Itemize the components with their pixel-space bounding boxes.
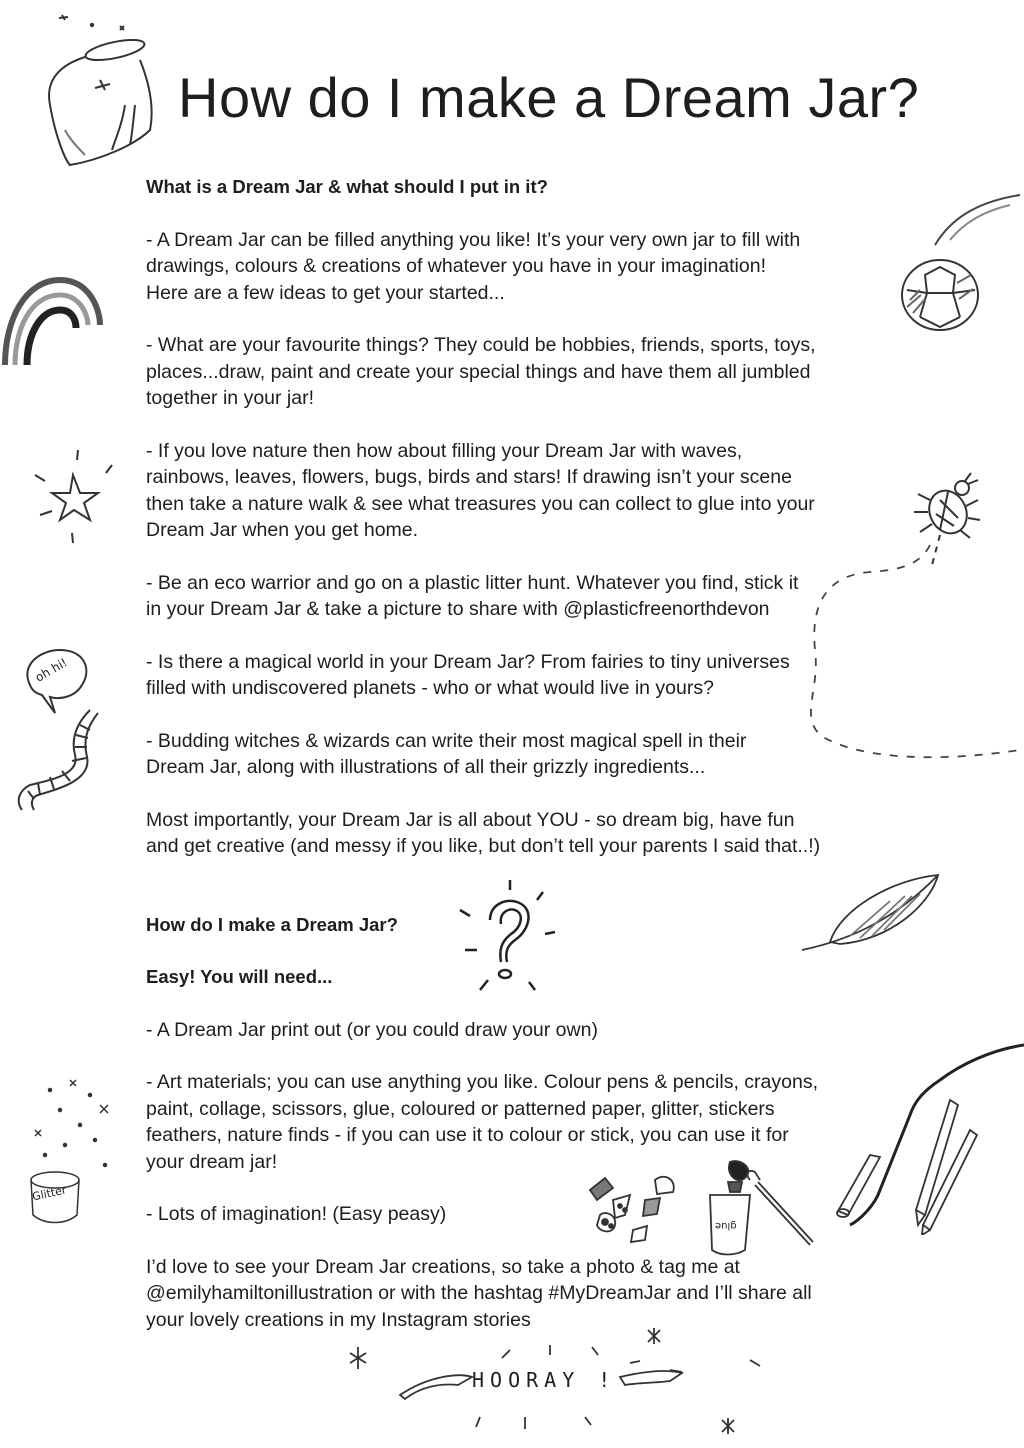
section-heading-how-to: How do I make a Dream Jar?: [146, 913, 398, 935]
bug-flight-path: [760, 540, 1024, 770]
jar-icon: [40, 10, 160, 170]
paragraph-witches: - Budding witches & wizards can write their most magical spell in their Dream Jar, along with illustrations of all their grizzly ingredients...: [146, 729, 747, 778]
section-heading-what-is: What is a Dream Jar & what should I put in it?: [146, 176, 548, 197]
paragraph-need-print: - A Dream Jar print out (or you could draw your own): [146, 1018, 598, 1041]
paragraph-need-imagination: - Lots of imagination! (Easy peasy): [146, 1203, 447, 1225]
paper-scraps-icon: [585, 1170, 695, 1250]
glitter-jar-label: Glitter: [31, 1183, 68, 1204]
paragraph-need-art: - Art materials; you can use anything you like. Colour pens & pencils, crayons, paint, collage, scissors, glue, coloured or patterned paper, glitter, stickers feathers, nature finds - if you can use it to colour or stick, you can use it for your dream jar!: [146, 1071, 818, 1173]
rainbow-icon: [0, 270, 110, 370]
shooting-star-icon: [930, 190, 1024, 250]
page-title: How do I make a Dream Jar?: [178, 66, 920, 129]
feather-icon: [800, 870, 950, 960]
speech-bubble-text: oh hi!: [32, 655, 70, 685]
paragraph-favourites: - What are your favourite things? They could be hobbies, friends, sports, toys, places...draw, paint and create your special things and have them all jumbled together in your jar!: [146, 334, 816, 409]
paragraph-important: Most importantly, your Dream Jar is all about YOU - so dream big, have fun and get creative (and messy if you like, but don’t tell your parents I said that..!): [146, 808, 821, 857]
worm-icon: [10, 705, 110, 815]
pencil-icon: [830, 1095, 980, 1235]
section-heading-you-will-need: Easy! You will need...: [146, 966, 333, 987]
paragraph-eco: - Be an eco warrior and go on a plastic litter hunt. Whatever you find, stick it in your Dream Jar & take a picture to share with @plasticfreenorthdevon: [146, 571, 799, 620]
question-mark-icon: [455, 880, 565, 1000]
glitter-jar-icon: [20, 1075, 130, 1225]
paragraph-nature: - If you love nature then how about filling your Dream Jar with waves, rainbows, leaves, flowers, bugs, birds and stars! If drawing isn’t your scene then take a nature walk & see what treasures you can collect to glue into your Dream Jar when you get home.: [146, 439, 815, 541]
paragraph-closing: I’d love to see your Dream Jar creations, so take a photo & tag me at @emilyhamiltonillustration or with the hashtag #MyDreamJar and I’ll share all your lovely creations in my Instagram stories: [146, 1255, 812, 1331]
star-icon: [30, 445, 130, 545]
glue-tube-icon: [700, 1160, 820, 1260]
hooray-text: HOORAY !: [472, 1368, 617, 1392]
paragraph-intro: - A Dream Jar can be filled anything you like! It’s your very own jar to fill with drawings, colours & creations of whatever you have in your imagination! Here are a few ideas to get your started...: [146, 228, 801, 304]
football-icon: [895, 255, 985, 335]
paragraph-magical: - Is there a magical world in your Dream Jar? From fairies to tiny universes filled with undiscovered planets - who or what would live in yours?: [146, 650, 790, 699]
glue-tube-label: glue: [715, 1220, 737, 1231]
